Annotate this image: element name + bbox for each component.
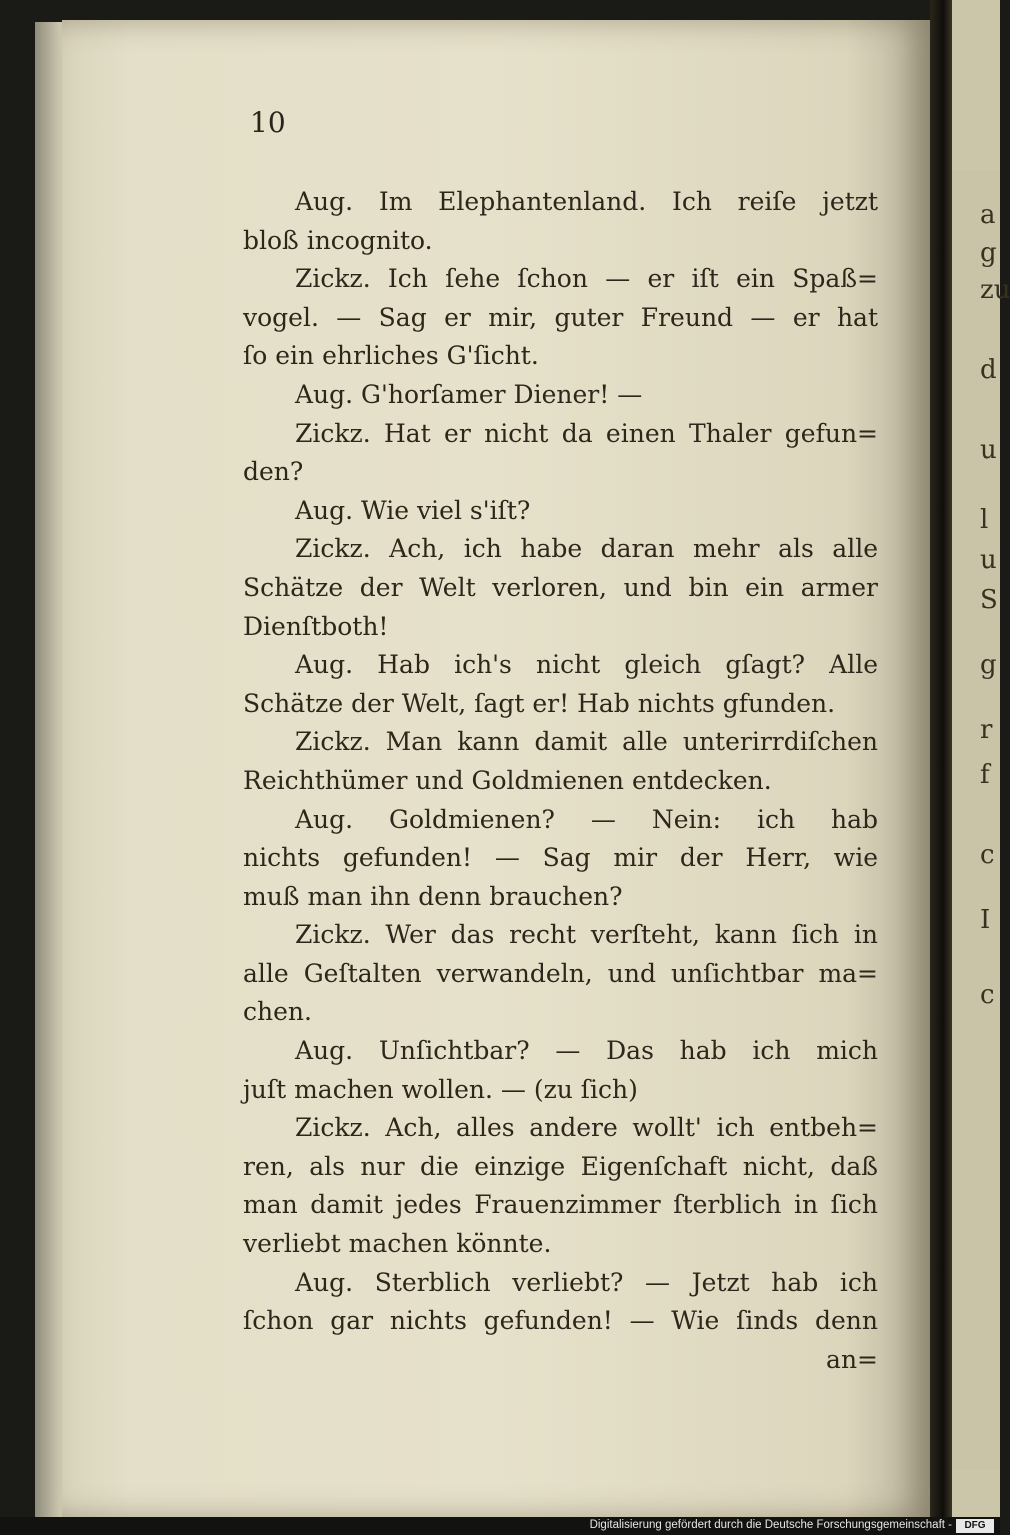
text-line: alle Geſtalten verwandeln, und unſichtbar ma= (243, 958, 878, 988)
facing-fragment: S (980, 585, 998, 615)
text-line: Zickz. Hat er nicht da einen Thaler gefun= (295, 418, 878, 448)
text-line: Zickz. Man kann damit alle unterirrdiſchen (295, 727, 878, 757)
facing-fragment: d (980, 355, 997, 385)
text-line: Dienſtboth! (243, 611, 389, 641)
facing-fragment: l (980, 505, 989, 535)
facing-fragment: zu (980, 275, 1010, 305)
book-gutter (930, 0, 952, 1535)
text-line: verliebt machen könnte. (243, 1229, 552, 1259)
text-line: ſchon gar nichts gefunden! — Wie ſinds denn (243, 1306, 878, 1336)
text-line: Aug. Wie viel s'iſt? (295, 495, 531, 525)
page-text (243, 183, 878, 1379)
facing-fragment: u (980, 545, 997, 575)
text-line: bloß incognito. (243, 225, 433, 255)
text-line: ſo ein ehrliches G'ſicht. (243, 341, 539, 371)
catchword: an= (826, 1344, 878, 1374)
text-line: muß man ihn denn brauchen? (243, 881, 623, 911)
text-line: chen. (243, 997, 312, 1027)
facing-fragment: f (980, 760, 990, 790)
text-line: Zickz. Ach, alles andere wollt' ich entbeh= (295, 1113, 878, 1143)
text-line: vogel. — Sag er mir, guter Freund — er hat (243, 302, 878, 332)
facing-fragment: u (980, 435, 997, 465)
text-line: Zickz. Ich ſehe ſchon — er iſt ein Spaß= (295, 264, 878, 294)
text-line: Schätze der Welt verloren, und bin ein armer (243, 572, 878, 602)
text-line: juſt machen wollen. — (zu ſich) (243, 1074, 638, 1104)
facing-fragment: c (980, 840, 995, 870)
dfg-logo: DFG (956, 1519, 994, 1533)
text-line: Zickz. Ach, ich habe daran mehr als alle (295, 534, 878, 564)
facing-fragment: a (980, 200, 996, 230)
facing-page-fragments (952, 170, 1010, 1470)
text-line: nichts gefunden! — Sag mir der Herr, wie (243, 843, 878, 873)
facing-fragment: c (980, 980, 995, 1010)
facing-fragment: g (980, 650, 997, 680)
text-line: Aug. Im Elephantenland. Ich reiſe jetzt (295, 187, 878, 216)
facing-fragment: I (980, 905, 991, 935)
facing-fragment: g (980, 238, 997, 268)
text-line: Aug. Unſichtbar? — Das hab ich mich (295, 1036, 878, 1066)
text-line: Schätze der Welt, ſagt er! Hab nichts gfunden. (243, 688, 836, 718)
text-line: ren, als nur die einzige Eigenſchaft nicht, daß (243, 1151, 878, 1181)
text-line: den? (243, 457, 304, 487)
facing-fragment: r (980, 715, 993, 745)
text-line: Aug. Goldmienen? — Nein: ich hab (295, 804, 878, 834)
text-line: Zickz. Wer das recht verſteht, kann ſich in (295, 920, 878, 950)
text-line: Aug. G'horſamer Diener! — (295, 379, 643, 409)
footer-credit: Digitalisierung gefördert durch die Deutsche Forschungsgemeinschaft - (589, 1519, 952, 1531)
text-line: Reichthümer und Goldmienen entdecken. (243, 765, 772, 795)
text-line: Aug. Sterblich verliebt? — Jetzt hab ich (295, 1267, 878, 1297)
page-number: 10 (250, 106, 286, 139)
text-line: Aug. Hab ich's nicht gleich gſagt? Alle (295, 650, 878, 680)
text-line: man damit jedes Frauenzimmer ſterblich in ſich (243, 1190, 878, 1220)
